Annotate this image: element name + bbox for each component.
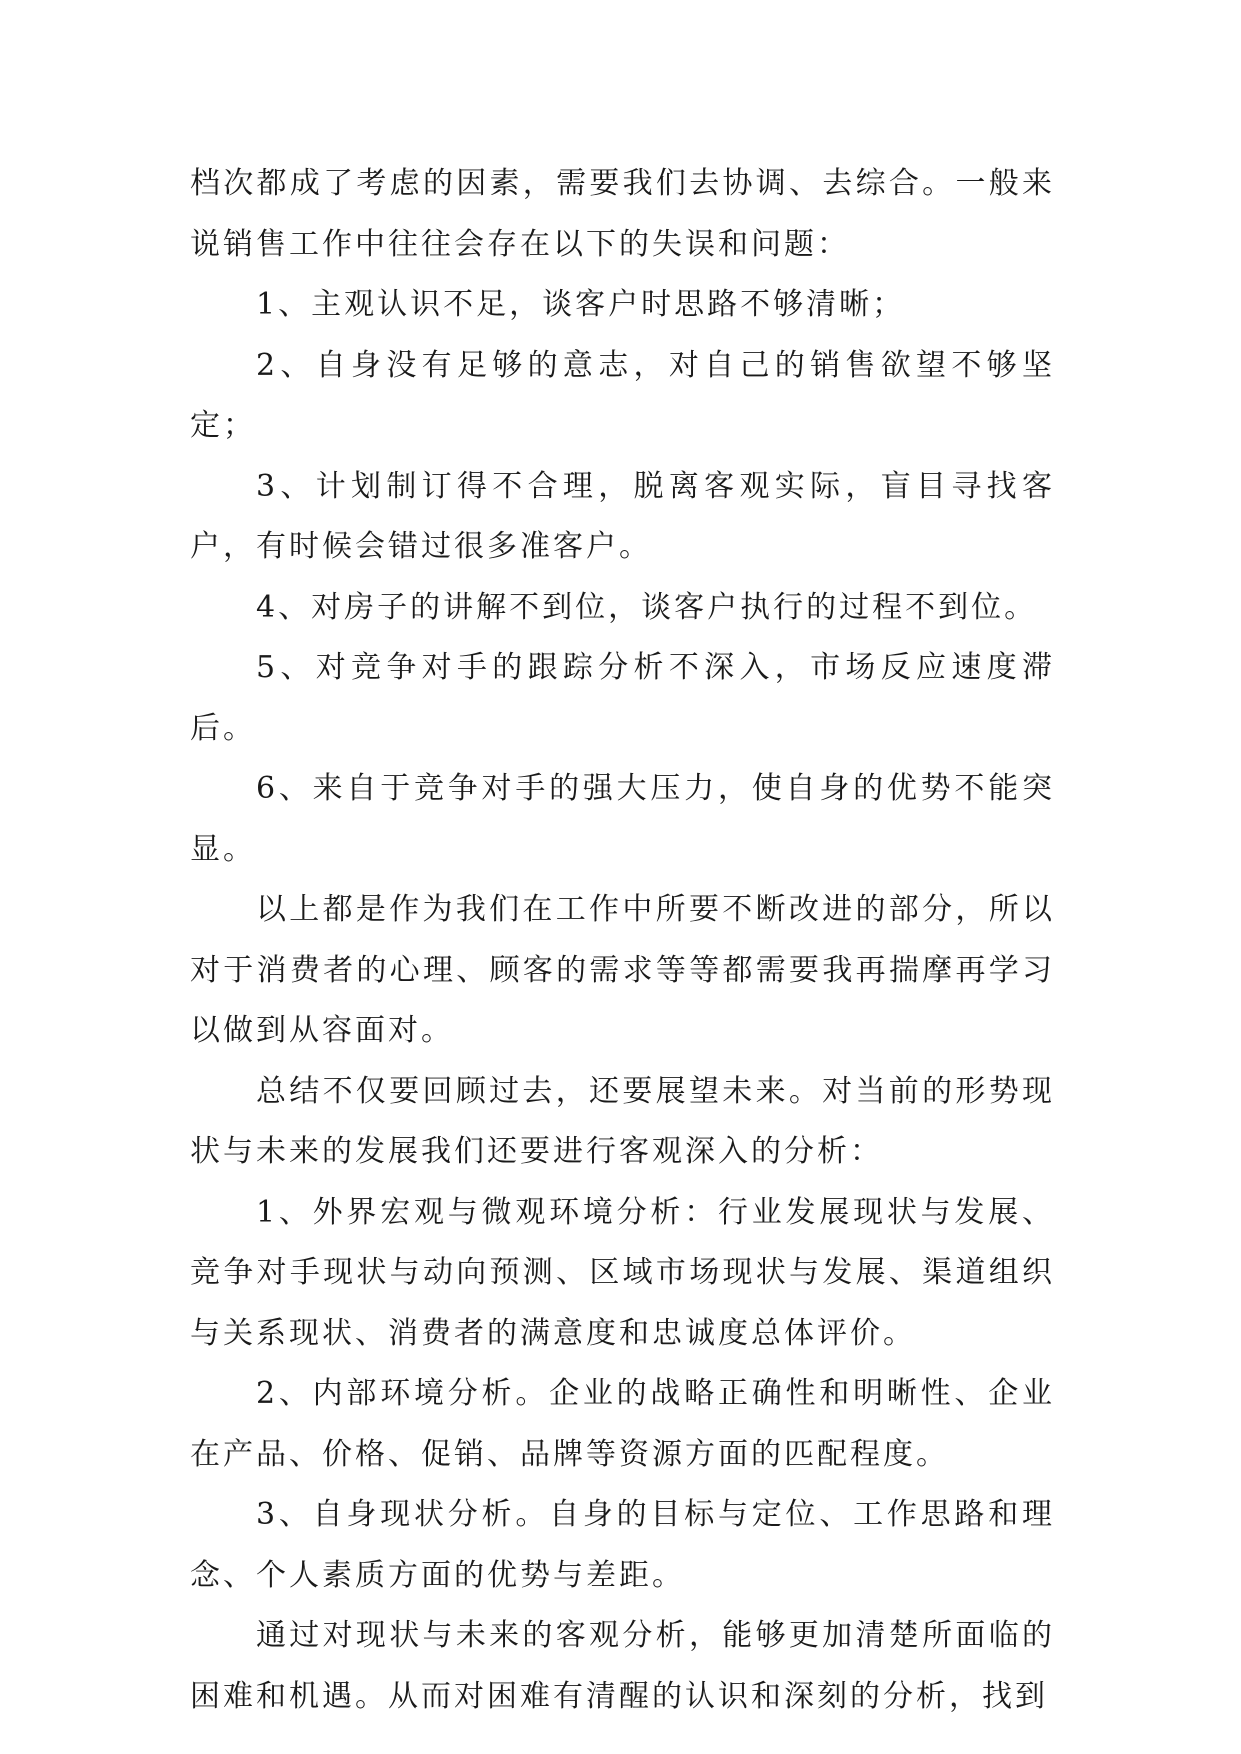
- paragraph: 5、对竞争对手的跟踪分析不深入，市场反应速度滞后。: [190, 650, 1055, 746]
- paragraph: 2、自身没有足够的意志，对自己的销售欲望不够坚定；: [190, 347, 1055, 443]
- paragraph: 3、自身现状分析。自身的目标与定位、工作思路和理念、个人素质方面的优势与差距。: [190, 1497, 1055, 1593]
- paragraph: 档次都成了考虑的因素，需要我们去协调、去综合。一般来说销售工作中往往会存在以下的失误和问题：: [190, 166, 1055, 262]
- paragraph: 通过对现状与未来的客观分析，能够更加清楚所面临的困难和机遇。从而对困难有清醒的认识和深刻的分析，找到: [190, 1618, 1055, 1714]
- paragraph: 3、计划制订得不合理，脱离客观实际，盲目寻找客户，有时候会错过很多准客户。: [190, 468, 1055, 564]
- paragraph: 6、来自于竞争对手的强大压力，使自身的优势不能突显。: [190, 771, 1055, 867]
- paragraph: 1、外界宏观与微观环境分析：行业发展现状与发展、竞争对手现状与动向预测、区域市场现状与发展、渠道组织与关系现状、消费者的满意度和忠诚度总体评价。: [190, 1194, 1055, 1351]
- document-page: [190, 154, 1055, 1727]
- paragraph: 1、主观认识不足，谈客户时思路不够清晰；: [256, 287, 906, 322]
- paragraph: 总结不仅要回顾过去，还要展望未来。对当前的形势现状与未来的发展我们还要进行客观深入的分析：: [190, 1073, 1055, 1169]
- paragraph: 4、对房子的讲解不到位，谈客户执行的过程不到位。: [256, 589, 1038, 625]
- paragraph: 以上都是作为我们在工作中所要不断改进的部分，所以对于消费者的心理、顾客的需求等等都需要我再揣摩再学习以做到从容面对。: [190, 892, 1055, 1048]
- paragraph: 2、内部环境分析。企业的战略正确性和明晰性、企业在产品、价格、促销、品牌等资源方面的匹配程度。: [190, 1376, 1055, 1472]
